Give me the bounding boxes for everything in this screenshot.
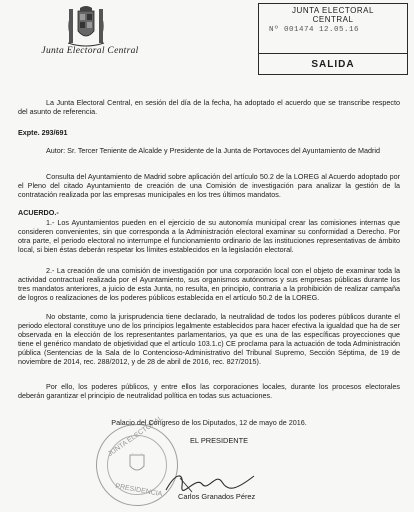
acuerdo-heading: ACUERDO.- bbox=[18, 208, 59, 217]
intro-paragraph: La Junta Electoral Central, en sesión del día de la fecha, ha adoptado el acuerdo que se transcribe respecto del asunto de referencia. bbox=[18, 98, 400, 116]
acuerdo-point-4: Por ello, los poderes públicos, y entre ellos las corporaciones locales, durante los procesos electorales deberán garantizar el principio de neutralidad política en todas sus actuaciones. bbox=[18, 382, 400, 400]
seal-text-bottom: PRESIDENCIA bbox=[114, 482, 163, 499]
consulta-paragraph: Consulta del Ayuntamiento de Madrid sobre aplicación del artículo 50.2 de la LOREG al Acuerdo adoptado por el Pleno del citado Ayuntamiento de creación de una Comisión de investigación para analizar la gestión de la contratación realizada por las empresas municipales en los tres últimos mandatos. bbox=[18, 172, 400, 199]
author-paragraph: Autor: Sr. Tercer Teniente de Alcalde y Presidente de la Junta de Portavoces del Ayuntamiento de Madrid bbox=[46, 146, 381, 155]
seal-text-top: JUNTA ELECTORAL bbox=[106, 414, 165, 459]
place-date: Palacio del Congreso de los Diputados, 12 de mayo de 2016. bbox=[111, 418, 307, 427]
expediente-number: Expte. 293/691 bbox=[18, 128, 68, 137]
seal-crest-icon bbox=[127, 453, 147, 475]
acuerdo-point-3: No obstante, como la jurisprudencia tiene declarado, la neutralidad de todos los poderes públicos durante el periodo electoral constituye uno de los principios legalmente establecidos para hacer efectiva la igualdad que ha de ser observada en la elección de los representantes parlamentarios, ya que es una de las específicas proyecciones que tiene el genérico mandato de objetividad que el artículo 103.1.c) CE proclama para la actuación de toda Administración pública (Sentencias de la Sala de lo Contencioso-Administrativo del Tribunal Supremo, Sección Séptima, de 19 de noviembre de 2014, rec. 288/2012, y de 28 de abril de 2016, rec. 827/2015). bbox=[18, 312, 400, 366]
stamp-salida: SALIDA bbox=[259, 53, 407, 70]
signer-role: EL PRESIDENTE bbox=[190, 436, 249, 445]
registry-stamp bbox=[258, 3, 408, 75]
institution-title: Junta Electoral Central bbox=[41, 46, 139, 56]
acuerdo-point-2: 2.- La creación de una comisión de investigación por una corporación local con el objeto de examinar toda la actividad contractual realizada por el Ayuntamiento, sus organismos autónomos y sus empresas públicas durante los tres mandatos anteriores, a juicio de esta Junta, no resulta, en principio, contraria a la prohibición de realizar campaña de logros o realizaciones de los poderes públicos establecida en el artículo 50.2 de la LOREG. bbox=[18, 266, 400, 302]
coat-of-arms-icon bbox=[62, 5, 110, 49]
stamp-registry-number: Nº 001474 12.05.16 bbox=[269, 26, 360, 34]
acuerdo-point-1: 1.- Los Ayuntamientos pueden en el ejercicio de su autonomía municipal crear las comisiones internas que consideren convenientes, sin que corresponda a la Administración electoral examinar su conformidad a Derecho. Por otra parte, el periodo electoral no interrumpe el funcionamiento ordinario de las instituciones representativas de ámbito local, si bien éstas deberán respetar los límites establecidos en la legislación electoral. bbox=[18, 218, 400, 254]
stamp-heading bbox=[259, 6, 407, 24]
signer-name: Carlos Granados Pérez bbox=[178, 492, 256, 501]
stamp-line-2: CENTRAL bbox=[312, 15, 354, 24]
stamp-line-1: JUNTA ELECTORAL bbox=[292, 6, 374, 15]
